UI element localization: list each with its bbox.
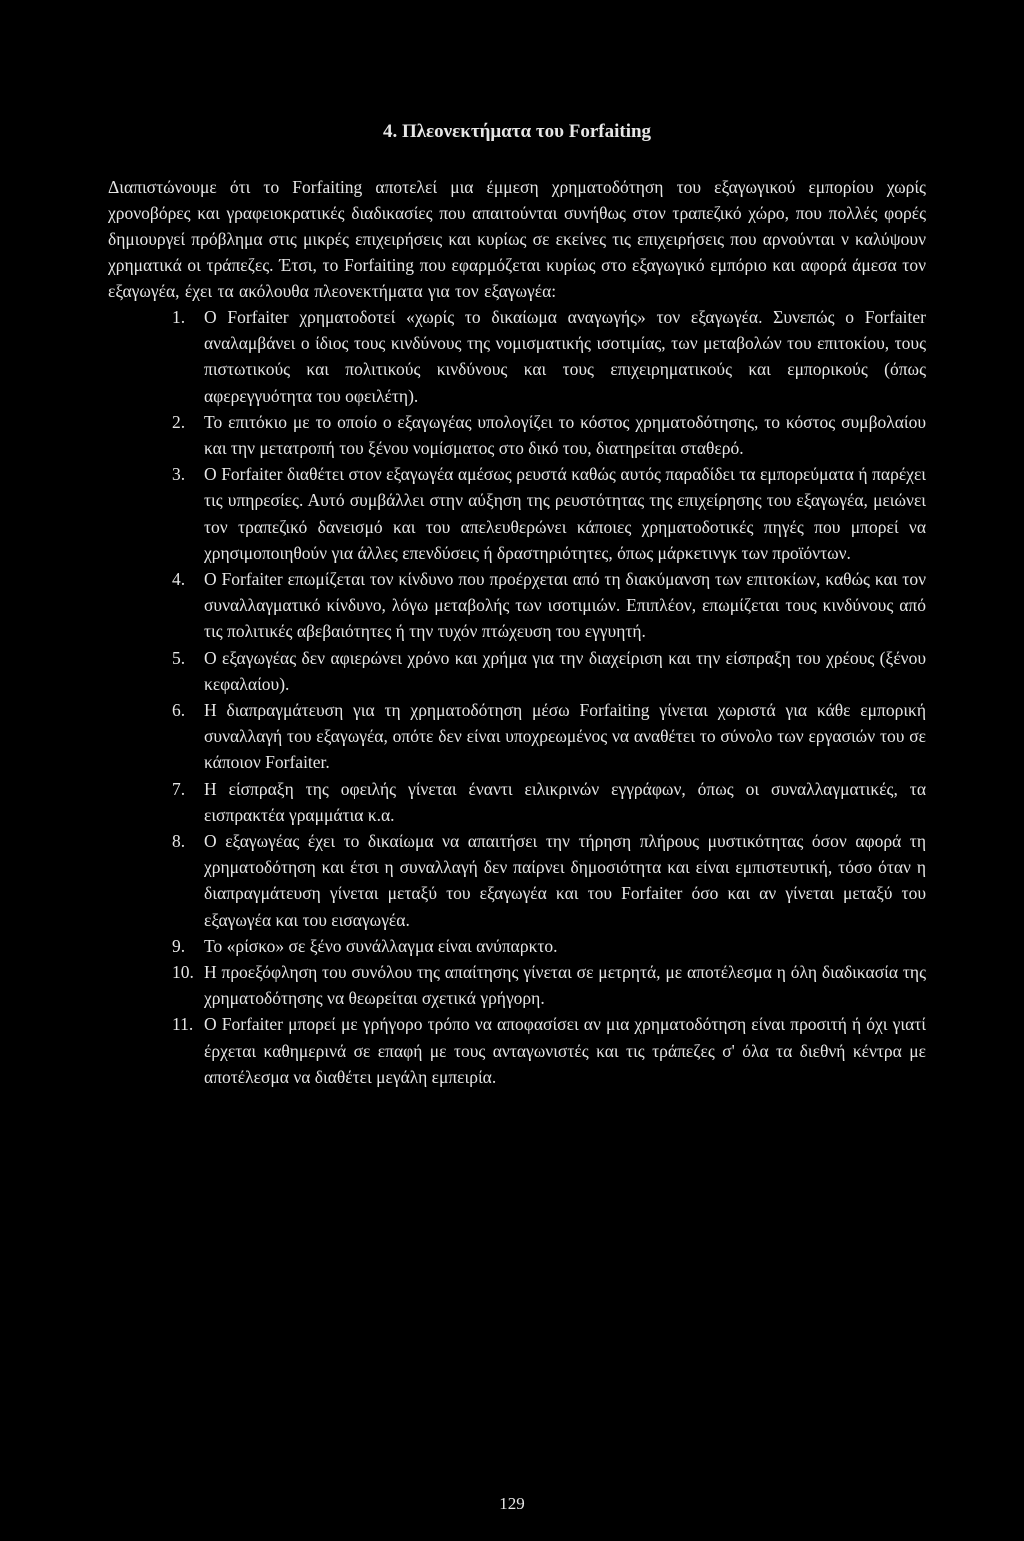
list-item-text: Η προεξόφληση του συνόλου της απαίτησης γίνεται σε μετρητά, με αποτέλεσμα η όλη διαδικασία της χρηματοδότησης να θεωρείται σχετικά γρήγορη. bbox=[204, 962, 926, 1009]
list-item-text: Ο Forfaiter διαθέτει στον εξαγωγέα αμέσως ρευστά καθώς αυτός παραδίδει τα εμπορεύματα ή παρέχει τις υπηρεσίες. Αυτό συμβάλλει στην αύξηση της ρευστότητας της επιχείρησης του εξαγωγέα, μειώνει τον τραπεζικό δανεισμό και του απελευθερώνει κάποιες χρηματοδοτικές πηγές που μπορεί να χρησιμοποιηθούν για άλλες επενδύσεις ή δραστηριότητες, όπως μάρκετινγκ των προϊόντων. bbox=[204, 464, 926, 563]
list-item-number: 3. bbox=[172, 464, 186, 485]
list-item bbox=[108, 697, 926, 776]
list-item-text: Ο εξαγωγέας έχει το δικαίωμα να απαιτήσει την τήρηση πλήρους μυστικότητας όσον αφορά τη χρηματοδότηση και έτσι η συναλλαγή δεν παίρνει δημοσιότητα και είναι εμπιστευτική, τόσο όταν η διαπραγμάτευση γίνεται μεταξύ του εξαγωγέα και του Forfaiter όσο και αν γίνεται μεταξύ του εξαγωγέα και του εισαγωγέα. bbox=[204, 831, 926, 930]
advantages-list bbox=[108, 304, 926, 1090]
list-item bbox=[108, 566, 926, 645]
document-page bbox=[108, 118, 926, 1090]
intro-paragraph: Διαπιστώνουμε ότι το Forfaiting αποτελεί μια έμμεση χρηματοδότηση του εξαγωγικού εμπορίου χωρίς χρονοβόρες και γραφειοκρατικές διαδικασίες που απαιτούνται συνήθως στον τραπεζικό χώρο, που πολλές φορές δημιουργεί πρόβλημα στις μικρές επιχειρήσεις και κυρίως σε εκείνες τις επιχειρήσεις που αρνούνται ν καλύψουν χρηματικά οι τράπεζες. Έτσι, το Forfaiting που εφαρμόζεται κυρίως στο εξαγωγικό εμπόριο και αφορά άμεσα τον εξαγωγέα, έχει τα ακόλουθα πλεονεκτήματα για τον εξαγωγέα: bbox=[108, 177, 926, 301]
list-item-number: 1. bbox=[172, 307, 186, 327]
list-item-number: 5. bbox=[172, 647, 186, 668]
list-item-text: Ο Forfaiter επωμίζεται τον κίνδυνο που προέρχεται από τη διακύμανση των επιτοκίων, καθώς και τον συναλλαγματικό κίνδυνο, λόγω μεταβολής των ισοτιμιών. Επιπλέον, επωμίζεται τους κινδύνους από τις πολιτικές αβεβαιότητες ή την τυχόν πτώχευση του εγγυητή. bbox=[204, 569, 926, 642]
list-item bbox=[108, 304, 926, 409]
list-item bbox=[108, 959, 926, 1011]
list-item bbox=[108, 461, 926, 566]
list-item-number: 9. bbox=[172, 935, 186, 956]
list-item-number: 8. bbox=[172, 831, 186, 852]
list-item-number: 7. bbox=[172, 778, 186, 799]
list-item bbox=[108, 776, 926, 828]
list-item-text: Το «ρίσκο» σε ξένο συνάλλαγμα είναι ανύπαρκτο. bbox=[204, 935, 558, 956]
section-heading: 4. Πλεονεκτήματα του Forfaiting bbox=[382, 121, 652, 142]
list-item-text: Το επιτόκιο με το οποίο ο εξαγωγέας υπολογίζει το κόστος χρηματοδότησης, το κόστος συμβολαίου και την μετατροπή του ξένου νομίσματος στο δικό του, διατηρείται σταθερό. bbox=[204, 411, 926, 459]
list-item-number: 2. bbox=[172, 411, 186, 432]
list-item-text: Ο Forfaiter μπορεί με γρήγορο τρόπο να αποφασίσει αν μια χρηματοδότηση είναι προσιτή ή όχι γιατί έρχεται καθημερινά σε επαφή με τους ανταγωνιστές και τις τράπεζες σ' όλα τα διεθνή κέντρα με αποτέλεσμα να διαθέτει μεγάλη εμπειρία. bbox=[204, 1014, 926, 1087]
list-item bbox=[108, 828, 926, 933]
page-number: 129 bbox=[499, 1494, 525, 1513]
list-item bbox=[108, 933, 926, 959]
list-item-text: Η είσπραξη της οφειλής γίνεται έναντι ειλικρινών εγγράφων, όπως οι συναλλαγματικές, τα εισπρακτέα γραμμάτια κ.α. bbox=[204, 778, 926, 825]
list-item bbox=[108, 409, 926, 461]
list-item-text: Ο Forfaiter χρηματοδοτεί «χωρίς το δικαίωμα αναγωγής» τον εξαγωγέα. Συνεπώς ο Forfaiter αναλαμβάνει ο ίδιος τους κινδύνους της νομισματικής ισοτιμίας, των μεταβολών του επιτοκίου, τους πιστωτικούς και πολιτικούς κινδύνους και τους επιχειρηματικούς και εμπορικούς (όπως αφερεγγυότητα του οφειλέτη). bbox=[204, 307, 926, 406]
list-item-number: 6. bbox=[172, 700, 186, 721]
list-item-number: 10. bbox=[172, 962, 194, 983]
list-item bbox=[108, 1011, 926, 1090]
list-item-text: Ο εξαγωγέας δεν αφιερώνει χρόνο και χρήμα για την διαχείριση και την είσπραξη του χρέους (ξένου κεφαλαίου). bbox=[204, 647, 926, 694]
list-item bbox=[108, 645, 926, 697]
list-item-text: Η διαπραγμάτευση για τη χρηματοδότηση μέσω Forfaiting γίνεται χωριστά για κάθε εμπορική συναλλαγή του εξαγωγέα, οπότε δεν είναι υποχρεωμένος να αναθέτει το σύνολο των εργασιών του σε κάποιον Forfaiter. bbox=[204, 700, 926, 773]
list-item-number: 4. bbox=[172, 569, 186, 590]
list-item-number: 11. bbox=[172, 1014, 194, 1035]
